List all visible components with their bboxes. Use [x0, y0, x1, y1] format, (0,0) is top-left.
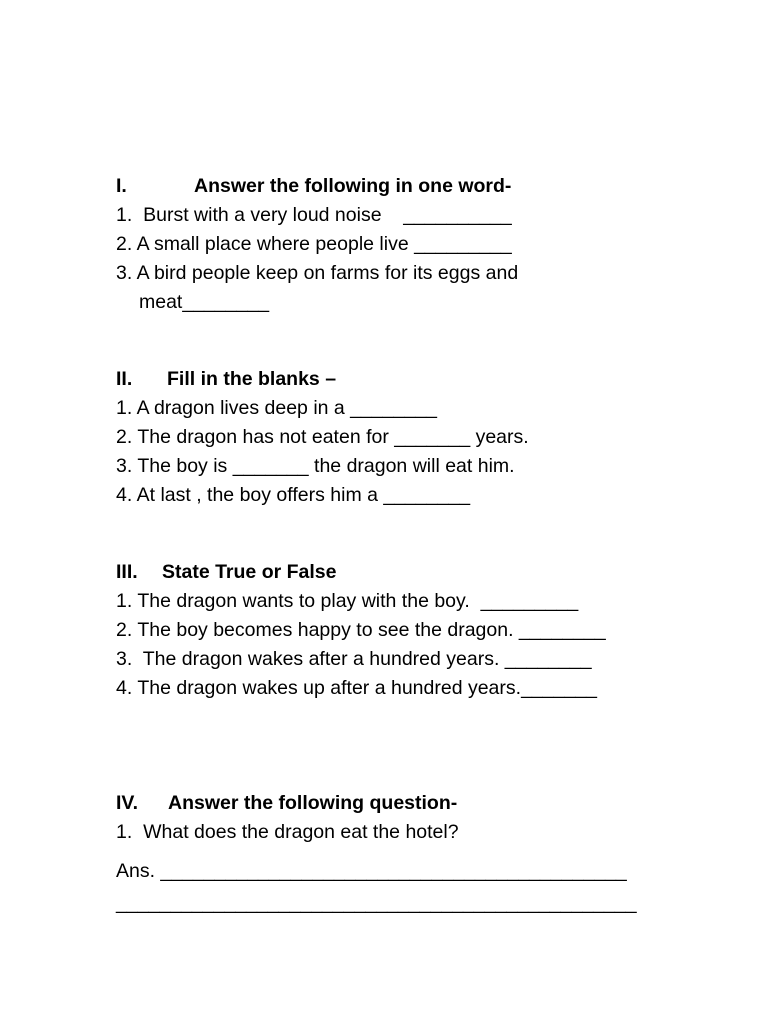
question-item: 1. Burst with a very loud noise __________: [116, 204, 512, 226]
question-item: 4. The dragon wakes up after a hundred years._______: [116, 677, 597, 699]
section-number: III.: [116, 561, 138, 583]
section-title: State True or False: [162, 561, 337, 583]
section-title: Answer the following in one word-: [194, 175, 512, 197]
question-item: 1. What does the dragon eat the hotel?: [116, 821, 459, 843]
question-item: 1. A dragon lives deep in a ________: [116, 397, 437, 419]
question-item: 2. The boy becomes happy to see the dragon. ________: [116, 619, 606, 641]
question-item: 3. The boy is _______ the dragon will eat him.: [116, 455, 515, 477]
section-number: II.: [116, 368, 133, 390]
question-item: 2. A small place where people live _________: [116, 233, 512, 255]
question-item: 1. The dragon wants to play with the boy. _________: [116, 590, 579, 612]
section-title: Answer the following question-: [168, 792, 458, 814]
section-number: IV.: [116, 792, 139, 814]
question-item: 3. The dragon wakes after a hundred years. ________: [116, 648, 592, 670]
question-item: 3. A bird people keep on farms for its eggs and meat________: [116, 262, 519, 313]
question-item: 4. At last , the boy offers him a ________: [116, 484, 471, 506]
section-one-word: [116, 172, 656, 317]
section-heading: [116, 789, 656, 818]
answer-line: Ans. ___________________________________________: [116, 860, 627, 882]
section-title: Fill in the blanks –: [167, 368, 337, 390]
section-answer-question: [116, 789, 656, 918]
section-number: I.: [116, 175, 127, 197]
question-item: 2. The dragon has not eaten for _______ years.: [116, 426, 529, 448]
section-heading: [116, 365, 656, 394]
section-heading: [116, 172, 656, 201]
section-fill-blanks: [116, 365, 656, 510]
answer-line: ________________________________________________: [116, 892, 637, 914]
section-true-false: [116, 558, 656, 703]
section-heading: [116, 558, 656, 587]
